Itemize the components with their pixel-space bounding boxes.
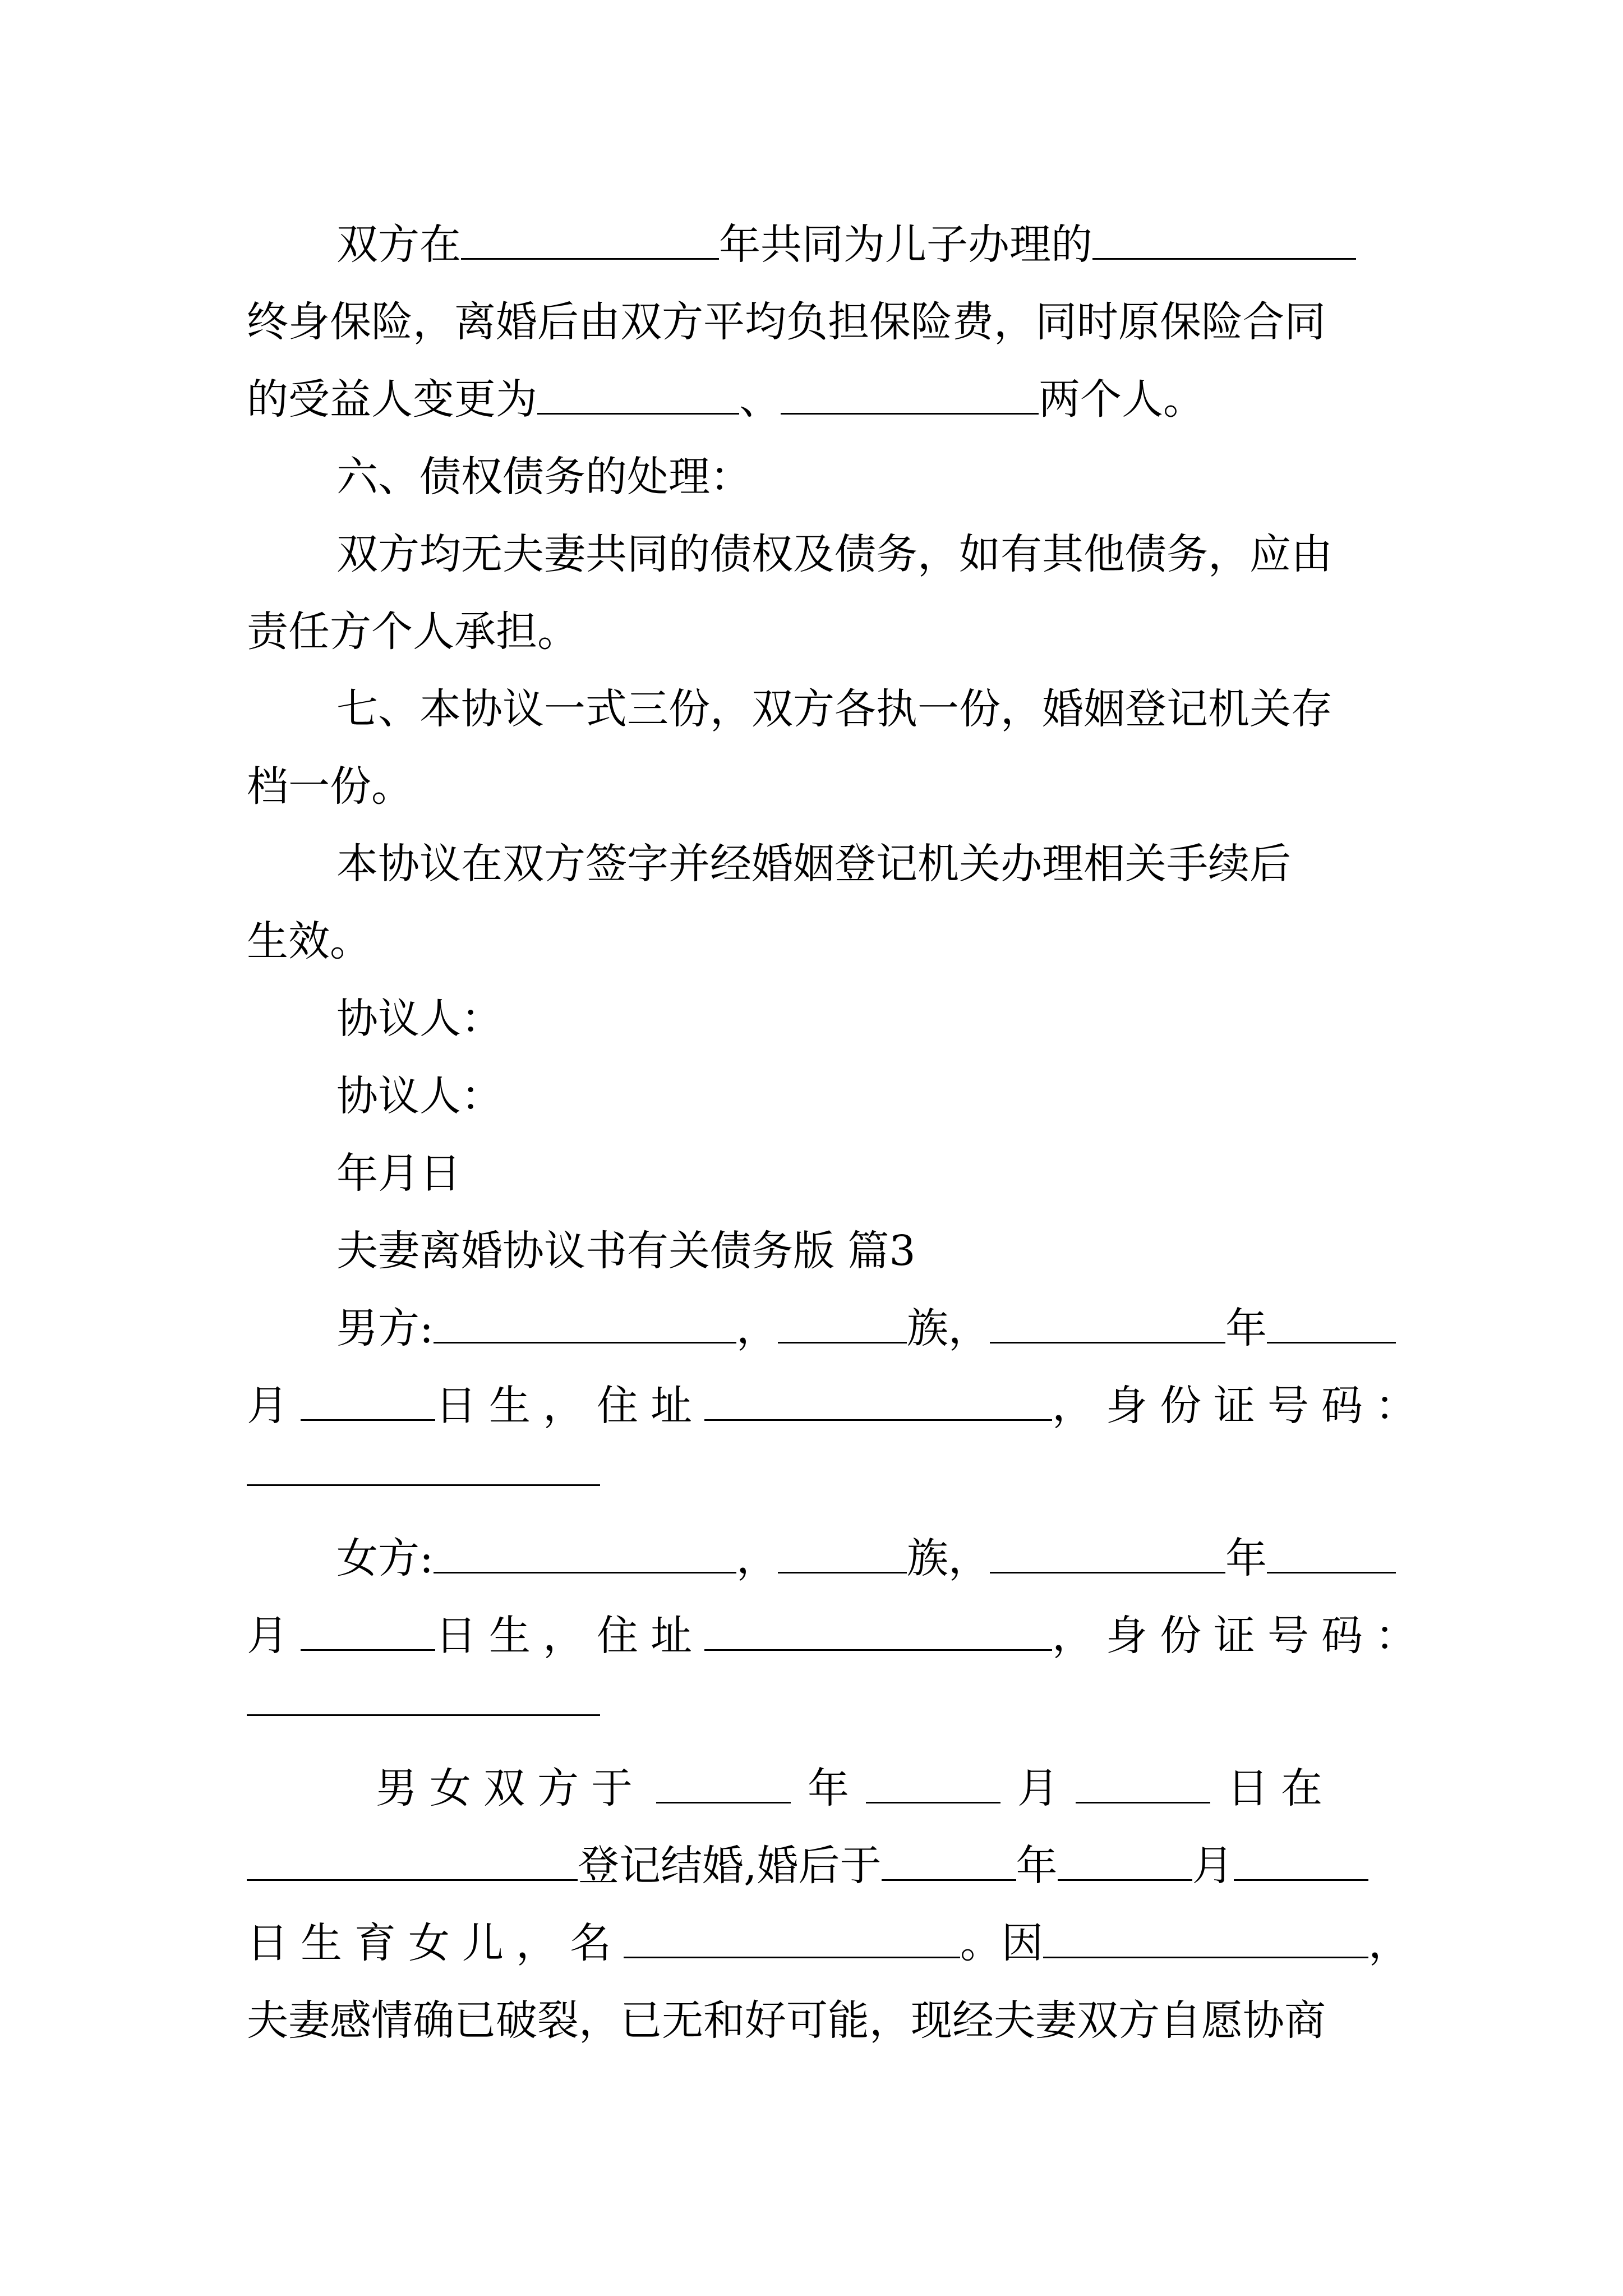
signature-party-2: 协议人： <box>336 1072 502 1120</box>
male-line-2: 月 日生，住址 ，身份证号码： <box>247 1374 1380 1437</box>
male-name-blank <box>434 1297 736 1343</box>
debt-line-2: 责任方个人承担。 <box>247 608 579 656</box>
female-line-2: 月 日生，住址 ，身份证号码： <box>247 1604 1380 1667</box>
insurance-line-2: 终身保险，离婚后由双方平均负担保险费，同时原保险合同 <box>247 298 1326 346</box>
female-id-blank <box>247 1669 600 1716</box>
female-year-blank <box>990 1527 1225 1573</box>
year-blank <box>461 213 719 260</box>
copies-line-1: 七、本协议一式三份，双方各执一份，婚姻登记机关存 <box>336 685 1332 733</box>
signature-date: 年月日 <box>336 1149 461 1198</box>
marriage-day-blank <box>1076 1757 1210 1803</box>
insurance-name-blank <box>1092 213 1356 260</box>
female-line-1: 女方: ， 族， 年 <box>336 1527 1380 1590</box>
insurance-line-1: 双方在 年共同为儿子办理的 <box>336 213 1380 276</box>
birth-day-blank <box>1234 1834 1368 1881</box>
male-id-blank <box>247 1439 600 1486</box>
section-3-title: 夫妻离婚协议书有关债务版 篇3 <box>336 1227 916 1275</box>
daughter-name-blank <box>624 1912 960 1958</box>
male-year-blank <box>990 1297 1225 1343</box>
female-address-blank <box>704 1604 1052 1651</box>
registration-place-blank <box>247 1834 578 1881</box>
female-name-blank <box>434 1527 736 1573</box>
reason-blank <box>1043 1912 1368 1958</box>
effective-line-2: 生效。 <box>247 917 371 965</box>
female-line-3 <box>247 1669 1380 1732</box>
copies-line-2: 档一份。 <box>247 762 413 811</box>
male-line-3 <box>247 1439 1380 1502</box>
marriage-month-blank <box>866 1757 1000 1803</box>
female-month-blank <box>1267 1527 1396 1573</box>
marriage-year-blank <box>656 1757 791 1803</box>
female-ethnicity-blank <box>778 1527 907 1573</box>
female-day-blank <box>301 1604 435 1651</box>
debt-heading: 六、债权债务的处理： <box>336 453 751 501</box>
debt-line-1: 双方均无夫妻共同的债权及债务，如有其他债务，应由 <box>336 530 1332 578</box>
beneficiary-1-blank <box>537 368 739 415</box>
beneficiary-2-blank <box>781 368 1039 415</box>
insurance-line-3: 的受益人变更为 、 两个人。 <box>247 368 1380 431</box>
effective-line-1: 本协议在双方签字并经婚姻登记机关办理相关手续后 <box>336 840 1291 888</box>
male-month-blank <box>1267 1297 1396 1343</box>
male-address-blank <box>704 1374 1052 1421</box>
male-line-1: 男方: ， 族， 年 <box>336 1297 1380 1360</box>
marriage-line-2: 登记结婚,婚后于 年 月 <box>247 1834 1380 1897</box>
birth-month-blank <box>1058 1834 1192 1881</box>
marriage-line-3: 日生育女儿，名 。因 ， <box>247 1912 1380 1975</box>
signature-party-1: 协议人： <box>336 995 502 1043</box>
male-ethnicity-blank <box>778 1297 907 1343</box>
male-day-blank <box>301 1374 435 1421</box>
marriage-line-1: 男女双方于 年 月 日在 <box>376 1757 1380 1820</box>
marriage-line-4: 夫妻感情确已破裂，已无和好可能，现经夫妻双方自愿协商 <box>247 1996 1326 2045</box>
birth-year-blank <box>882 1834 1016 1881</box>
